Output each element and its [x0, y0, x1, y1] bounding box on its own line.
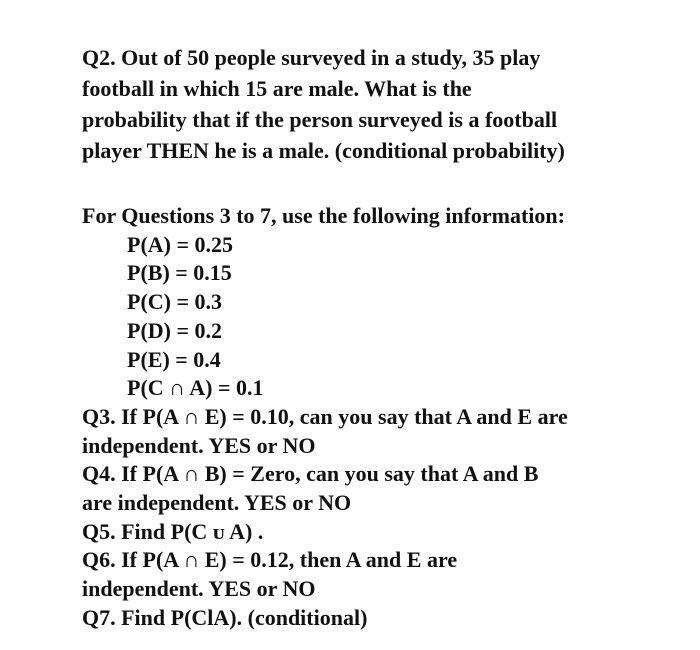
question-line: are independent. YES or NO: [82, 490, 352, 516]
question-line: Q3. If P(A ∩ E) = 0.10, can you say that A and E are: [82, 403, 568, 429]
text-line: probability that if the person surveyed is a football: [82, 107, 558, 132]
text-line: Q2. Out of 50 people surveyed in a study, 35 play: [82, 45, 541, 70]
question-line: Q5. Find P(C ᴜ A) .: [82, 518, 264, 544]
text-line: player THEN he is a male. (conditional probability): [82, 138, 565, 163]
question-line: Q7. Find P(ClA). (conditional): [82, 604, 368, 630]
text-line: football in which 15 are male. What is the: [82, 76, 472, 101]
given-probability: P(E) = 0.4: [127, 346, 221, 372]
given-probability: P(C ∩ A) = 0.1: [127, 375, 264, 401]
info-heading: For Questions 3 to 7, use the following information:: [82, 203, 565, 228]
question-line: independent. YES or NO: [82, 576, 316, 602]
given-probability: P(B) = 0.15: [127, 260, 232, 286]
question-line: Q4. If P(A ∩ B) = Zero, can you say that A and B: [82, 461, 539, 487]
question-line: Q6. If P(A ∩ E) = 0.12, then A and E are: [82, 547, 458, 573]
given-probability: P(C) = 0.3: [127, 289, 223, 315]
question-line: independent. YES or NO: [82, 432, 316, 458]
given-probability: P(D) = 0.2: [127, 317, 223, 343]
questions-3-7: [82, 202, 568, 633]
question-2: [82, 42, 682, 166]
given-probability: P(A) = 0.25: [127, 231, 234, 257]
